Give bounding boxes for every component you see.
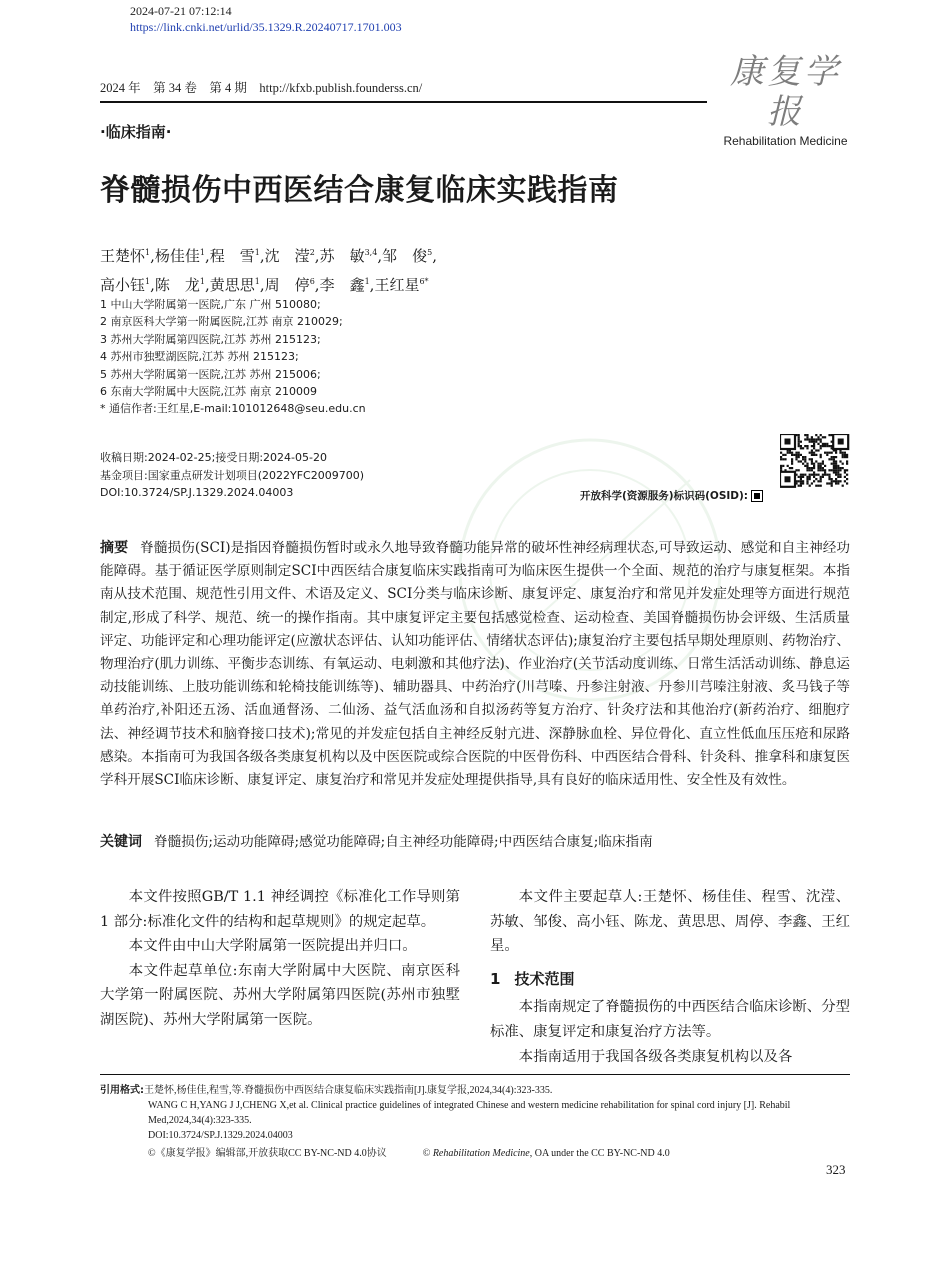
logo-cn: 康复学报 (730, 52, 841, 132)
citation-label: 引用格式: (100, 1085, 144, 1096)
abstract-text: 脊髓损伤(SCI)是指因脊髓损伤暂时或永久地导致脊髓功能异常的破坏性神经病理状态,可导致运动、感觉和自主神经功能障碍。基于循证医学原则制定SCI中西医结合康复临床实践指南可为临床医生提供一个全面、规范的治疗与康复框架。本指南从技术范围、规范性引用文件、术语及定义、SCI分类与临床诊断、康复评定、康复治疗和常见并发症处理等方面进行规范制定,形成了科学、规范、统一的操作指南。其中康复评定主要包括感觉检查、运动检查、美国脊髓损伤协会评级、生活质量评定、功能评定和心理功能评定(应激状态评估、认知功能评估、情绪状态评估);康复治疗主要包括早期处理原则、药物治疗、物理治疗(肌力训练、平衡步态训练、有氧运动、电刺激和其他疗法)、作业治疗(关节活动度训练、日常生活活动训练、静息运动技能训练、上肢功能训练和轮椅技能训练等)、辅助器具、中药治疗(川芎嗪、丹参注射液、丹参川芎嗪注射液、炙马钱子等单药治疗,补阳还五汤、活血通督汤、二仙汤、益气活血汤和自拟汤药等复方治疗、针灸疗法和其他治疗(新药治疗、细胞疗法、神经调节技术和脑脊接口技术);常见的并发症包括自主神经反射亢进、深静脉血栓、异位骨化、直立性低血压压疮和尿路感染。本指南可为我国各级各类康复机构以及中医医院或综合医院的中医骨伤科、中西医结合骨科、针灸科、推拿科和康复医学科开展SCI临床诊断、康复评定、康复治疗和常见并发症处理提供指导,具有良好的临床适用性、安全性及有效性。 (100, 540, 850, 789)
section-heading: 1 技术范围 (490, 969, 575, 988)
author: 程 雪$^1$ (209, 247, 260, 265)
author: 王红星$^{6*}$ (374, 276, 429, 294)
paragraph: 本指南适用于我国各级各类康复机构以及各 (518, 1048, 793, 1065)
stamp-url-link[interactable]: https://link.cnki.net/urlid/35.1329.R.20240717.1701.003 (130, 20, 402, 34)
doi: DOI:10.3724/SP.J.1329.2024.04003 (100, 486, 294, 499)
affiliation: 5 苏州大学附属第一医院,江苏 苏州 215006; (100, 367, 321, 381)
section-tag: ·临床指南· (100, 123, 172, 141)
received-date: 收稿日期:2024-02-25;接受日期:2024-05-20 (100, 451, 327, 464)
author: 王楚怀$^1$ (100, 247, 151, 265)
journal-logo (718, 52, 853, 148)
journal-issue-line: 2024 年 第 34 卷 第 4 期 http://kfxb.publish.founderss.cn/ (100, 81, 423, 95)
author: 苏 敏$^{3,4}$ (319, 247, 378, 265)
paragraph: 本文件起草单位:东南大学附属中大医院、南京医科大学第一附属医院、苏州大学附属第四医院(苏州市独墅湖医院)、苏州大学附属第一医院。 (100, 962, 460, 1028)
citation-doi: DOI:10.3724/SP.J.1329.2024.04003 (148, 1130, 293, 1141)
logo-en: Rehabilitation Medicine (723, 134, 848, 148)
author: 杨佳佳$^1$ (154, 247, 205, 265)
header-rule (100, 101, 707, 103)
author: 陈 龙$^1$ (154, 276, 205, 294)
keywords-text: 脊髓损伤;运动功能障碍;感觉功能障碍;自主神经功能障碍;中西医结合康复;临床指南 (154, 834, 653, 850)
license-cn: ©《康复学报》编辑部,开放获取CC BY-NC-ND 4.0协议 (148, 1148, 387, 1159)
abstract-label: 摘要 (100, 540, 129, 556)
license-en: © Rehabilitation Medicine, OA under the CC BY-NC-ND 4.0 (422, 1148, 670, 1159)
article-title: 脊髓损伤中西医结合康复临床实践指南 (100, 173, 619, 208)
author: 高小钰$^1$ (100, 276, 151, 294)
body-column-right (490, 885, 850, 1069)
paragraph: 本指南规定了脊髓损伤的中西医结合临床诊断、分型标准、康复评定和康复治疗方法等。 (490, 999, 850, 1040)
author: 周 停$^6$ (264, 276, 315, 294)
author: 黄思思$^1$ (209, 276, 260, 294)
osid-qr-code-icon[interactable] (780, 434, 850, 488)
download-stamp (130, 3, 402, 35)
page-number: 323 (826, 1162, 846, 1177)
paragraph: 本文件按照GB/T 1.1 神经调控《标准化工作导则第 1 部分:标准化文件的结构和起草规则》的规定起草。 (100, 889, 460, 930)
osid-label: 开放科学(资源服务)标识码(OSID): (580, 488, 763, 503)
affiliation: 6 东南大学附属中大医院,江苏 南京 210009 (100, 385, 317, 399)
affiliation: 3 苏州大学附属第四医院,江苏 苏州 215123; (100, 332, 321, 346)
author-list (100, 240, 437, 298)
author: 邹 俊$^5$ (382, 247, 433, 265)
citation-en: WANG C H,YANG J J,CHENG X,et al. Clinical practice guidelines of integrated Chinese and western medicine rehabilitation for spinal cord injury [J]. Rehabil Med,2024,34(4):323-335. (148, 1100, 791, 1126)
paragraph: 本文件主要起草人:王楚怀、杨佳佳、程雪、沈滢、苏敏、邹俊、高小钰、陈龙、黄思思、周停、李鑫、王红星。 (490, 889, 850, 955)
author: 沈 滢$^2$ (264, 247, 315, 265)
footer-rule (100, 1074, 850, 1075)
abstract (100, 537, 850, 792)
body-column-left (100, 885, 460, 1033)
stamp-datetime: 2024-07-21 07:12:14 (130, 4, 232, 18)
keywords-label: 关键词 (100, 834, 142, 850)
keywords (100, 831, 850, 854)
license-line (148, 1144, 670, 1159)
article-meta (100, 449, 364, 502)
affiliation: 4 苏州市独墅湖医院,江苏 苏州 215123; (100, 350, 299, 364)
author-line-1: 王楚怀$^1$,杨佳佳$^1$,程 雪$^1$,沈 滢$^2$,苏 敏$^{3,4}$,邹 俊$^5$, (100, 247, 437, 265)
author: 李 鑫$^1$ (319, 276, 370, 294)
paragraph: 本文件由中山大学附属第一医院提出并归口。 (128, 938, 417, 955)
osid-mini-qr-icon (751, 490, 763, 502)
citation-cn: 王楚怀,杨佳佳,程雪,等.脊髓损伤中西医结合康复临床实践指南[J].康复学报,2024,34(4):323-335. (144, 1085, 553, 1096)
corresponding-author: * 通信作者:王红星,E-mail:101012648@seu.edu.cn (100, 402, 366, 416)
affiliation: 1 中山大学附属第一医院,广东 广州 510080; (100, 298, 321, 311)
affiliation: 2 南京医科大学第一附属医院,江苏 南京 210029; (100, 315, 343, 329)
author-line-2: 高小钰$^1$,陈 龙$^1$,黄思思$^1$,周 停$^6$,李 鑫$^1$,王红星$^{6*}$ (100, 276, 429, 294)
fund-info: 基金项目:国家重点研发计划项目(2022YFC2009700) (100, 468, 364, 482)
affiliation-list (100, 296, 366, 418)
citation-block (100, 1083, 852, 1143)
